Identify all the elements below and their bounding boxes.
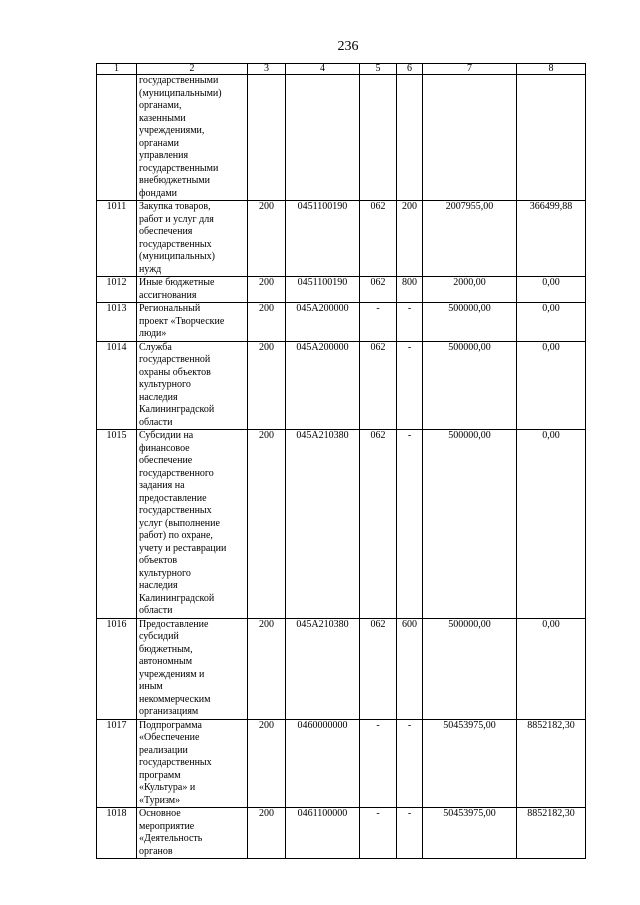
table-row [97,277,586,303]
row-number [97,75,137,201]
cell-col3: 200 [248,341,286,430]
row-name-text: Служба государственной охраны объектов культурного наследия Калининградской области [139,341,215,428]
cell-col6: 800 [397,277,423,303]
row-name-text: Основное мероприятие «Деятельность органов [139,808,203,857]
row-name [137,201,248,277]
cell-col5: 062 [360,341,397,430]
table-row [97,808,586,859]
cell-col5: 062 [360,618,397,719]
cell-col7: 50453975,00 [423,719,517,808]
table-row [97,341,586,430]
row-name [137,719,248,808]
cell-col8: 0,00 [517,618,586,719]
row-number: 1016 [97,618,137,719]
column-header: 1 [97,64,137,75]
cell-col5: 062 [360,430,397,619]
column-header: 5 [360,64,397,75]
row-name-text: Региональный проект «Творческие люди» [139,303,225,339]
cell-col3 [248,75,286,201]
cell-col6: - [397,341,423,430]
cell-col8: 0,00 [517,341,586,430]
cell-col6 [397,75,423,201]
cell-col7: 2007955,00 [423,201,517,277]
cell-col5: - [360,719,397,808]
cell-col3: 200 [248,430,286,619]
column-header: 2 [137,64,248,75]
cell-col6: - [397,808,423,859]
table-row [97,201,586,277]
cell-col5 [360,75,397,201]
cell-col3: 200 [248,618,286,719]
cell-col6: - [397,719,423,808]
cell-col4: 0451100190 [286,277,360,303]
cell-col8: 8852182,30 [517,808,586,859]
row-name [137,808,248,859]
cell-col4: 045A200000 [286,341,360,430]
cell-col5: 062 [360,201,397,277]
cell-col6: 200 [397,201,423,277]
cell-col8: 8852182,30 [517,719,586,808]
cell-col4: 0460000000 [286,719,360,808]
cell-col6: - [397,303,423,342]
table-row [97,430,586,619]
cell-col7: 500000,00 [423,618,517,719]
cell-col5: 062 [360,277,397,303]
row-name [137,75,248,201]
cell-col8: 0,00 [517,430,586,619]
row-number: 1014 [97,341,137,430]
row-name [137,430,248,619]
column-header: 7 [423,64,517,75]
cell-col3: 200 [248,201,286,277]
row-number: 1012 [97,277,137,303]
row-name-text: Закупка товаров, работ и услуг для обеспечения государственных (муниципальных) нужд [139,201,215,275]
cell-col4: 0461100000 [286,808,360,859]
cell-col5: - [360,808,397,859]
column-header: 6 [397,64,423,75]
row-name-text: государственными (муниципальными) органами, казенными учреждениями, органами управления государственными внебюджетными фондами [139,75,222,199]
row-name [137,303,248,342]
cell-col6: 600 [397,618,423,719]
cell-col4: 0451100190 [286,201,360,277]
row-number: 1011 [97,201,137,277]
cell-col5: - [360,303,397,342]
row-number: 1013 [97,303,137,342]
cell-col8 [517,75,586,201]
cell-col4: 045A210380 [286,430,360,619]
row-name [137,618,248,719]
cell-col8: 0,00 [517,277,586,303]
table-row [97,719,586,808]
table-row [97,75,586,201]
cell-col7: 500000,00 [423,341,517,430]
cell-col3: 200 [248,719,286,808]
row-number: 1017 [97,719,137,808]
row-number: 1018 [97,808,137,859]
row-name [137,277,248,303]
cell-col6: - [397,430,423,619]
page-number: 236 [337,39,359,54]
column-header: 3 [248,64,286,75]
column-header: 4 [286,64,360,75]
table-row [97,618,586,719]
cell-col3: 200 [248,303,286,342]
cell-col7: 500000,00 [423,303,517,342]
row-number: 1015 [97,430,137,619]
row-name-text: Предоставление субсидий бюджетным, автономным учреждениям и иным некоммерческим организациям [139,618,211,717]
cell-col4: 045A210380 [286,618,360,719]
row-name [137,341,248,430]
cell-col4: 045A200000 [286,303,360,342]
table-header-row [97,64,586,75]
cell-col7 [423,75,517,201]
cell-col4 [286,75,360,201]
budget-table [96,63,586,859]
cell-col3: 200 [248,277,286,303]
cell-col7: 500000,00 [423,430,517,619]
column-header: 8 [517,64,586,75]
cell-col8: 0,00 [517,303,586,342]
cell-col3: 200 [248,808,286,859]
cell-col8: 366499,88 [517,201,586,277]
row-name-text: Подпрограмма «Обеспечение реализации государственных программ «Культура» и «Туризм» [139,719,212,806]
row-name-text: Иные бюджетные ассигнования [139,277,215,301]
cell-col7: 2000,00 [423,277,517,303]
cell-col7: 50453975,00 [423,808,517,859]
row-name-text: Субсидии на финансовое обеспечение государственного задания на предоставление государственных услуг (выполнение работ) по охране, учету и реставрации объектов культурного наследия Калининградской области [139,430,227,616]
table-row [97,303,586,342]
